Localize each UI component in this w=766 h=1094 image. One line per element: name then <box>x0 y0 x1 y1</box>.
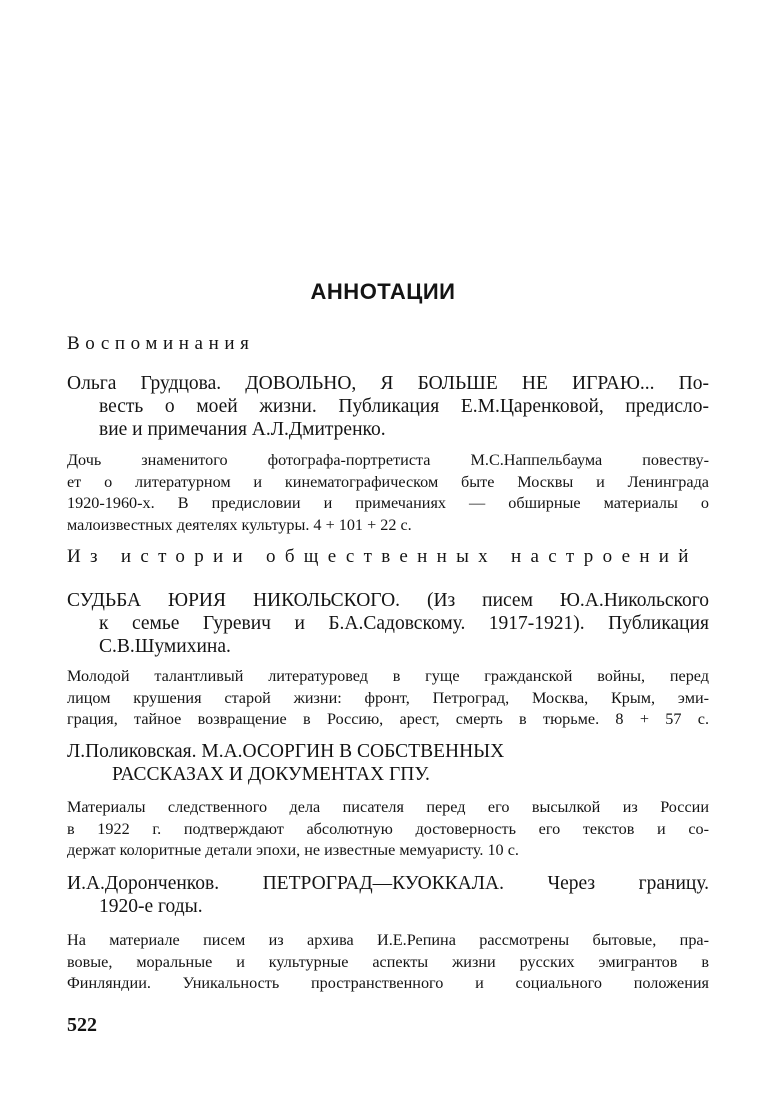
entry-title-line: к семье Гуревич и Б.А.Садовскому. 1917-1921). Публикация <box>99 613 709 634</box>
description-line: 1920-1960-х. В предисловии и примечаниях — обширные материалы о <box>67 494 709 512</box>
entry-description-grudtsova <box>67 450 709 536</box>
entry-title-grudtsova <box>67 372 709 441</box>
entry-title-line: С.В.Шумихина. <box>99 636 231 657</box>
page-number: 522 <box>67 1014 97 1036</box>
description-line: вовые, моральные и культурные аспекты жизни русских эмигрантов в <box>67 952 709 971</box>
section-heading-memoirs: Воспоминания <box>67 333 255 354</box>
entry-title-line: 1920-е годы. <box>99 896 203 917</box>
entry-title-nikolsky <box>67 589 709 658</box>
entry-title-line: РАССКАЗАХ И ДОКУМЕНТАХ ГПУ. <box>112 764 430 785</box>
entry-title-line: Ольга Грудцова. ДОВОЛЬНО, Я БОЛЬШЕ НЕ ИГРАЮ... По- <box>67 373 709 394</box>
description-line: Материалы следственного дела писателя перед его высылкой из России <box>67 798 709 816</box>
description-line: Молодой талантливый литературовед в гуще гражданской войны, перед <box>67 667 709 685</box>
entry-title-line: вие и примечания А.Л.Дмитренко. <box>99 419 386 440</box>
description-line: ет о литературном и кинематографическом быте Москвы и Ленинграда <box>67 472 709 491</box>
description-line: малоизвестных деятелях культуры. 4 + 101 + 22 с. <box>67 515 412 534</box>
entry-title-line: весть о моей жизни. Публикация Е.М.Царенковой, предисло- <box>99 396 709 417</box>
entry-title-line: СУДЬБА ЮРИЯ НИКОЛЬСКОГО. (Из писем Ю.А.Никольского <box>67 590 709 611</box>
entry-title-line: Л.Поликовская. М.А.ОСОРГИН В СОБСТВЕННЫХ <box>67 741 505 762</box>
entry-description-polikovskaya <box>67 797 709 862</box>
description-line: лицом крушения старой жизни: фронт, Петроград, Москва, Крым, эми- <box>67 688 709 707</box>
section-heading-public-moods: Из истории общественных настроений <box>67 546 698 567</box>
entry-description-doronchenkov <box>67 930 709 995</box>
description-line: Финляндии. Уникальность пространственного и социального положения <box>67 974 709 992</box>
entry-title-doronchenkov <box>67 872 709 918</box>
entry-title-line: И.А.Доронченков. ПЕТРОГРАД—КУОККАЛА. Через границу. <box>67 873 709 894</box>
entry-description-nikolsky <box>67 666 709 731</box>
page-title: АННОТАЦИИ <box>310 279 456 304</box>
entry-title-polikovskaya <box>67 740 709 786</box>
description-line: Дочь знаменитого фотографа-портретиста М.С.Наппельбаума повеству- <box>67 451 709 469</box>
description-line: держат колоритные детали эпохи, не известные мемуаристу. 10 с. <box>67 841 519 859</box>
description-line: грация, тайное возвращение в Россию, арест, смерть в тюрьме. 8 + 57 с. <box>67 710 709 728</box>
description-line: На материале писем из архива И.Е.Репина рассмотрены бытовые, пра- <box>67 931 709 949</box>
description-line: в 1922 г. подтверждают абсолютную достоверность его текстов и со- <box>67 819 709 838</box>
